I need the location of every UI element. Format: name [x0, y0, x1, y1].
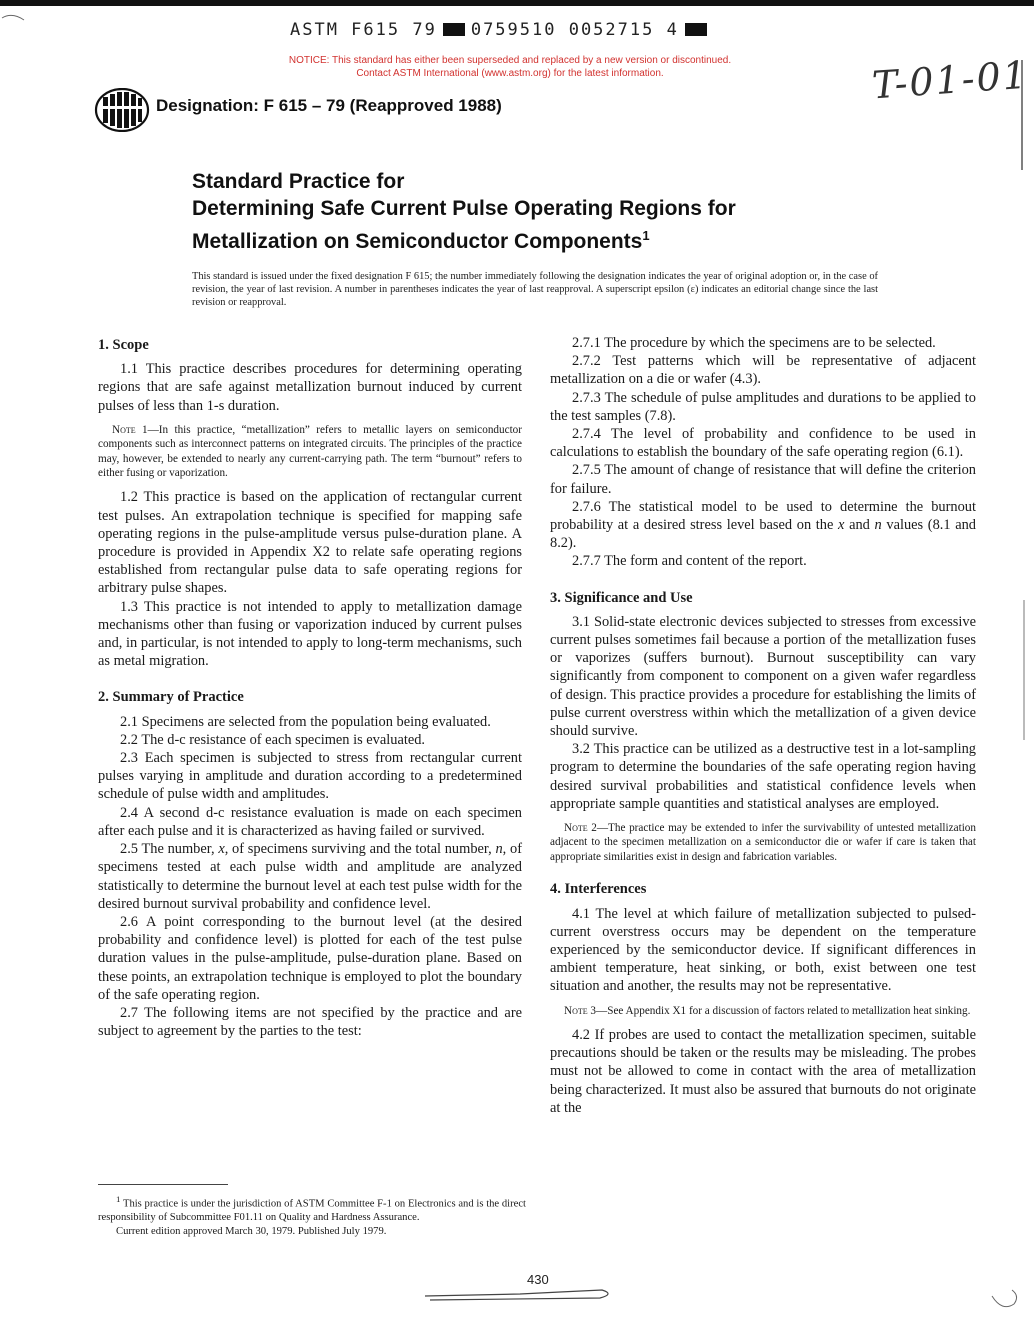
section-heading-interferences: 4. Interferences — [550, 881, 647, 898]
paragraph-2-7: 2.7 The following items are not specified by the practice and are subject to agreement by the parties to the test: — [98, 1004, 522, 1040]
note-2-label: Note 2 — [564, 822, 597, 835]
astm-logo-icon — [94, 88, 150, 132]
note-1-label: Note 1 — [112, 423, 148, 436]
paragraph-1-2: 1.2 This practice is based on the application of rectangular current test pulses. An extrapolation technique is specified for mapping safe operating regions in the pulse-amplitude versus pulse-duration plane. A procedure is provided in Appendix X2 to relate safe operating regions established from rectangular pulse data to safe operating regions for arbitrary pulse shapes. — [98, 489, 522, 597]
handwritten-note: T-01-01 — [870, 52, 1031, 108]
right-column — [550, 334, 976, 1117]
notice-line-2: Contact ASTM International (www.astm.org) for the latest information. — [356, 68, 664, 79]
paragraph-2-7-5: 2.7.5 The amount of change of resistance that will define the criterion for failure. — [550, 462, 976, 497]
left-column — [98, 336, 522, 1040]
handwritten-stroke — [425, 1290, 608, 1300]
footnote-1-mark: 1 — [116, 1194, 121, 1204]
paragraph-2-7-6 — [550, 498, 976, 553]
variable-x: x — [218, 841, 225, 858]
top-border — [0, 0, 1034, 6]
header-code-left: ASTM F615 79 — [290, 20, 437, 40]
section-heading-scope: 1. Scope — [98, 337, 149, 353]
page-number: 430 — [527, 1272, 549, 1287]
paragraph-2-7-1: 2.7.1 The procedure by which the specimens are to be selected. — [572, 335, 936, 351]
text-run: 2.5 The number, — [120, 841, 219, 858]
text-run: , of specimens tested at each pulse width and amplitude are analyzed statistically to determine the burnout level at each test pulse width for the desired burnout survival probability and confidence level. — [98, 841, 523, 912]
paragraph-2-7-3: 2.7.3 The schedule of pulse amplitudes and durations to be applied to the test samples (7.8). — [550, 389, 976, 424]
title-line-2: Determining Safe Current Pulse Operating Regions for — [192, 197, 736, 220]
document-title — [192, 168, 832, 255]
header-code-right: 0759510 0052715 4 — [470, 20, 679, 40]
text-run: 2.7.6 The statistical model to be used to determine the burnout probability at a desired stress level based on the — [550, 498, 976, 534]
paragraph-2-7-2: 2.7.2 Test patterns which will be representative of adjacent metallization on a die or wafer (4.3). — [550, 353, 976, 388]
designation: Designation: F 615 – 79 (Reapproved 1988) — [156, 96, 502, 115]
paragraph-4-2: 4.2 If probes are used to contact the metallization specimen, suitable precautions should be taken or the results may be misleading. The probes must not be allowed to come in contact with the area of metallization being characterized. It must also be assured that burnouts do not originate at the — [550, 1026, 976, 1116]
paragraph-2-4: 2.4 A second d-c resistance evaluation is made on each specimen after each pulse and it is characterized as having failed or survived. — [98, 804, 522, 839]
variable-x: x — [838, 517, 845, 534]
paragraph-1-3: 1.3 This practice is not intended to apply to metallization damage mechanisms other than fusing or vaporization induced by current pulses and, in particular, is not intended to apply to long-term mechanisms, such as metal migration. — [98, 598, 522, 670]
handwritten-stroke — [992, 1290, 1017, 1307]
notice — [200, 54, 820, 80]
redaction-block — [685, 23, 707, 36]
paragraph-2-1: 2.1 Specimens are selected from the population being evaluated. — [120, 713, 491, 730]
paragraph-2-6: 2.6 A point corresponding to the burnout level (at the desired probability and confidence level) is plotted for each of the test pulse duration values in the pulse-amplitude, pulse-duration plane. Based on these points, an extrapolation technique is employed to plot the boundary of the safe operating region. — [98, 913, 522, 1003]
footnotes — [98, 1193, 526, 1238]
redaction-block — [443, 23, 465, 36]
paragraph-2-3: 2.3 Each specimen is subjected to stress from rectangular current pulses varying in amplitude and duration according to a predetermined schedule of pulse width and amplitudes. — [98, 750, 522, 803]
header-code — [290, 20, 713, 40]
note-3-label: Note 3 — [564, 1004, 597, 1017]
title-line-3: Metallization on Semiconductor Components — [192, 230, 643, 253]
paragraph-3-2: 3.2 This practice can be utilized as a destructive test in a lot-sampling program to determine the boundaries of the safe operating region having desired survival probabilities and statistical confidence levels when appropriate sample quantities and statistical analyses are employed. — [550, 741, 976, 812]
variable-n: n — [495, 841, 503, 858]
note-2-text: —The practice may be extended to infer the survivability of untested metallization adjacent to the specimen metallization on a semiconductor die or wafer if care is taken that appropriate similarities exist in design and fabrication variables. — [550, 822, 976, 863]
scan-mark — [2, 15, 24, 20]
section-heading-significance: 3. Significance and Use — [550, 589, 693, 606]
footnote-1 — [98, 1193, 526, 1225]
note-2 — [550, 821, 976, 864]
note-1 — [98, 423, 522, 481]
title-footnote-mark: 1 — [642, 228, 650, 243]
variable-n: n — [874, 517, 882, 534]
note-3 — [550, 1004, 976, 1018]
paragraph-2-7-4: 2.7.4 The level of probability and confidence to be used in calculations to establish the boundary of the safe operating region (6.1). — [550, 426, 976, 461]
footnote-rule — [98, 1184, 228, 1185]
title-line-1: Standard Practice for — [192, 170, 405, 193]
footnote-2: Current edition approved March 30, 1979. Published July 1979. — [116, 1225, 387, 1237]
paragraph-2-2: 2.2 The d-c resistance of each specimen is evaluated. — [120, 731, 426, 748]
footnote-1-text: This practice is under the jurisdiction of ASTM Committee F-1 on Electronics and is the direct responsibility of Subcommittee F01.11 on Quality and Hardness Assurance. — [98, 1198, 526, 1224]
paragraph-2-5 — [98, 840, 522, 913]
note-3-text: —See Appendix X1 for a discussion of factors related to metallization heat sinking. — [596, 1004, 971, 1017]
issuance-statement: This standard is issued under the fixed designation F 615; the number immediately following the designation indicates the year of original adoption or, in the case of revision, the year of last revision. A number in parentheses indicates the year of last reapproval. A superscript epsilon (ε) indicates an editorial change since the last revision or reapproval. — [192, 271, 878, 308]
note-1-text: —In this practice, “metallization” refers to metallic layers on semiconductor components such as interconnect patterns on integrated circuits. The principles of the practice may, however, be extended to nearly any current-carrying path. The term “burnout” refers to either fusing or vaporization. — [98, 423, 522, 480]
paragraph-3-1: 3.1 Solid-state electronic devices subjected to stresses from excessive current pulses sometimes fail because a portion of the metallization fuses or vaporizes (suffers burnout). Burnout susceptibility can vary significantly from component to component on a given wafer regardless of design. This practice provides a procedure for establishing the limits of pulse current overstress within which the metallization of a given device should survive. — [550, 613, 976, 740]
paragraph-1-1: 1.1 This practice describes procedures for determining operating regions that are safe against metallization burnout induced by current pulses of less than 1-s duration. — [98, 361, 522, 414]
text-run: and — [844, 517, 875, 534]
section-heading-summary: 2. Summary of Practice — [98, 689, 244, 706]
text-run: , of specimens surviving and the total number, — [224, 841, 496, 858]
paragraph-4-1: 4.1 The level at which failure of metallization subjected to pulsed-current overstress occurs may be dependent on the temperature experienced by the semiconductor device. If significant differences in ambient temperature, heat sinking, or both, exist between one test situation and another, the results may not be representative. — [550, 905, 976, 995]
notice-line-1: NOTICE: This standard has either been superseded and replaced by a new version or discontinued. — [288, 55, 732, 66]
text-run: values (8.1 and 8.2). — [550, 517, 976, 552]
paragraph-2-7-7: 2.7.7 The form and content of the report. — [572, 553, 807, 570]
